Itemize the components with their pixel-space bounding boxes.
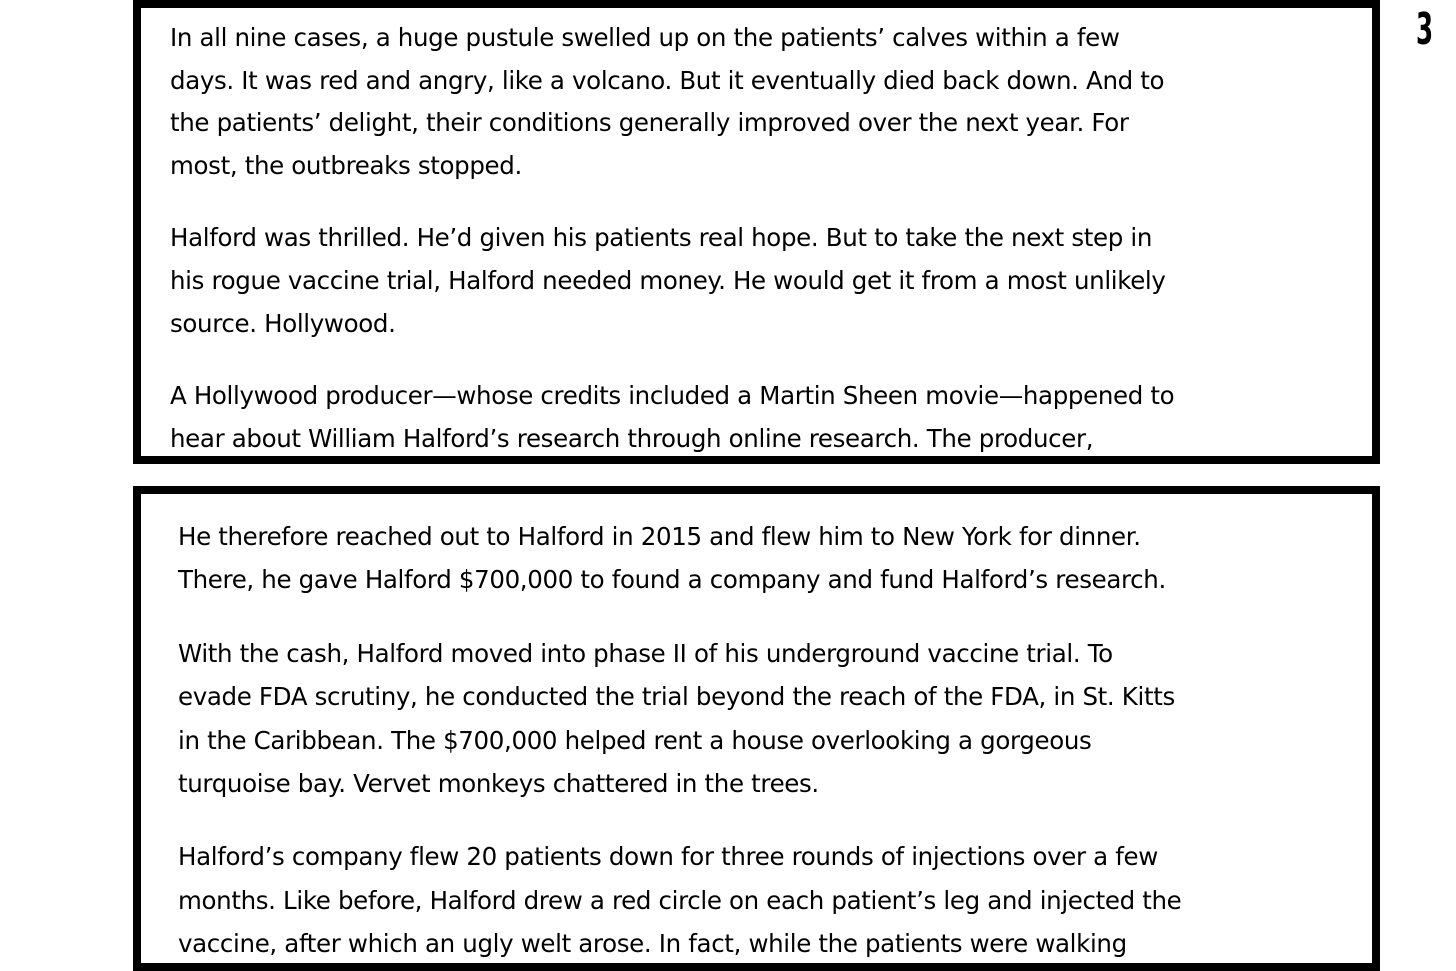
- text-line: He therefore reached out to Halford in 2015 and flew him to New York for dinner.: [178, 522, 1141, 551]
- paragraph: [170, 17, 1372, 187]
- text-line: Halford’s company flew 20 patients down for three rounds of injections over a few: [178, 842, 1158, 872]
- paragraph: [178, 515, 1372, 602]
- text-panel-bottom: [133, 486, 1380, 971]
- text-line: source. Hollywood.: [170, 308, 396, 338]
- text-line: With the cash, Halford moved into phase II of his underground vaccine trial. To: [178, 638, 1113, 668]
- text-line: most, the outbreaks stopped.: [170, 150, 522, 180]
- text-line: vaccine, after which an ugly welt arose. In fact, while the patients were walking: [178, 929, 1127, 959]
- text-line: A Hollywood producer—whose credits included a Martin Sheen movie—happened to: [170, 381, 1175, 411]
- paragraph: [178, 835, 1372, 965]
- page-number: 3: [1416, 4, 1433, 55]
- text-line: the patients’ delight, their conditions generally improved over the next year. For: [170, 108, 1129, 138]
- text-panel-top: [133, 0, 1380, 464]
- text-line: months. Like before, Halford drew a red circle on each patient’s leg and injected the: [178, 885, 1182, 915]
- text-line: in the Caribbean. The $700,000 helped rent a house overlooking a gorgeous: [178, 725, 1092, 755]
- text-line: days. It was red and angry, like a volcano. But it eventually died back down. And to: [170, 65, 1165, 95]
- text-line: There, he gave Halford $700,000 to found a company and fund Halford’s research.: [178, 565, 1166, 595]
- text-line: hear about William Halford’s research through online research. The producer,: [170, 423, 1094, 453]
- text-line: evade FDA scrutiny, he conducted the trial beyond the reach of the FDA, in St. Kitts: [178, 682, 1175, 712]
- paragraph: [170, 217, 1372, 345]
- text-line: In all nine cases, a huge pustule swelled up on the patients’ calves within a few: [170, 23, 1120, 52]
- paragraph: [170, 375, 1372, 460]
- paragraph: [178, 632, 1372, 806]
- text-line: turquoise bay. Vervet monkeys chattered in the trees.: [178, 769, 819, 799]
- text-line: his rogue vaccine trial, Halford needed money. He would get it from a most unlikely: [170, 265, 1166, 295]
- text-line: Halford was thrilled. He’d given his patients real hope. But to take the next step in: [170, 223, 1153, 253]
